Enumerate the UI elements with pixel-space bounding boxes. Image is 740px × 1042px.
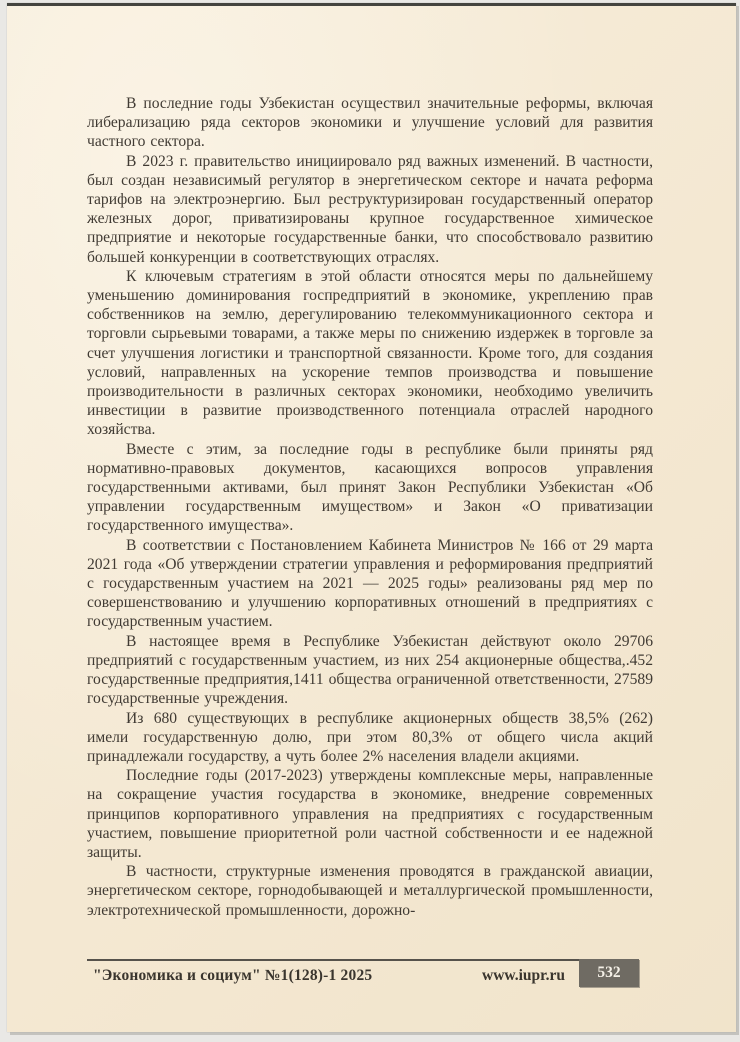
page-number: 532 xyxy=(597,964,621,981)
footer xyxy=(87,959,579,985)
paper-sheet xyxy=(7,3,736,1032)
paragraph: В настоящее время в Республике Узбекистан действуют около 29706 предприятий с государственным участием, из них 254 акционерные общества,.452 государственные предприятия,1411 общества ограниченной ответственности, 27589 государственные учреждения. xyxy=(87,632,653,708)
paragraph: В частности, структурные изменения проводятся в гражданской авиации, энергетическом секторе, горнодобывающей и металлургической промышленности, электротехнической промышленности, дорожно- xyxy=(87,863,653,919)
paragraph: Из 680 существующих в республике акционерных обществ 38,5% (262) имели государственную долю, при этом 80,3% от общего числа акций принадлежали государству, а чуть более 2% населения владели акциями. xyxy=(87,709,653,765)
journal-website-url: www.iupr.ru xyxy=(482,967,565,984)
paragraph: В последние годы Узбекистан осуществил значительные реформы, включая либерализацию ряда секторов экономики и улучшение условий для развития частного сектора. xyxy=(87,95,653,151)
paragraph: Последние годы (2017-2023) утверждены комплексные меры, направленные на сокращение участия государства в экономике, внедрение современных принципов корпоративного управления на предприятиях с государственным участием, повышение приоритетной роли частной собственности и ее надежной защиты. xyxy=(87,767,653,861)
paragraph: В 2023 г. правительство инициировало ряд важных изменений. В частности, был создан независимый регулятор в энергетическом секторе и начата реформа тарифов на электроэнергию. Был реструктуризирован государственный оператор железных дорог, приватизированы крупное государственное химическое предприятие и некоторые государственные банки, что способствовало развитию большей конкуренции в соответствующих отраслях. xyxy=(87,152,653,266)
page-number-badge xyxy=(579,959,639,987)
paragraph: К ключевым стратегиям в этой области относятся меры по дальнейшему уменьшению доминирования госпредприятий в экономике, укреплению прав собственников на землю, дерегулированию телекоммуникационного сектора и торговли сырьевыми товарами, а также меры по снижению издержек в торговле за счет улучшения логистики и транспортной связанности. Кроме того, для создания условий, направленных на ускорение темпов производства и повышение производительности в различных секторах экономики, необходимо увеличить инвестиции в развитие производственного потенциала отраслей народного хозяйства. xyxy=(87,267,653,439)
journal-title: "Экономика и социум" №1(128)-1 2025 xyxy=(93,967,373,984)
article-body xyxy=(87,94,653,920)
paragraph: Вместе с этим, за последние годы в республике были приняты ряд нормативно-правовых документов, касающихся вопросов управления государственными активами, был принят Закон Республики Узбекистан «Об управлении государственным имуществом» и Закон «О приватизации государственного имущества». xyxy=(87,440,653,535)
paragraph: В соответствии с Постановлением Кабинета Министров № 166 от 29 марта 2021 года «Об утверждении стратегии управления и реформирования предприятий с государственным участием на 2021 — 2025 годы» реализованы ряд мер по совершенствованию и улучшению корпоративных отношений в предприятиях с государственным участием. xyxy=(87,536,653,631)
